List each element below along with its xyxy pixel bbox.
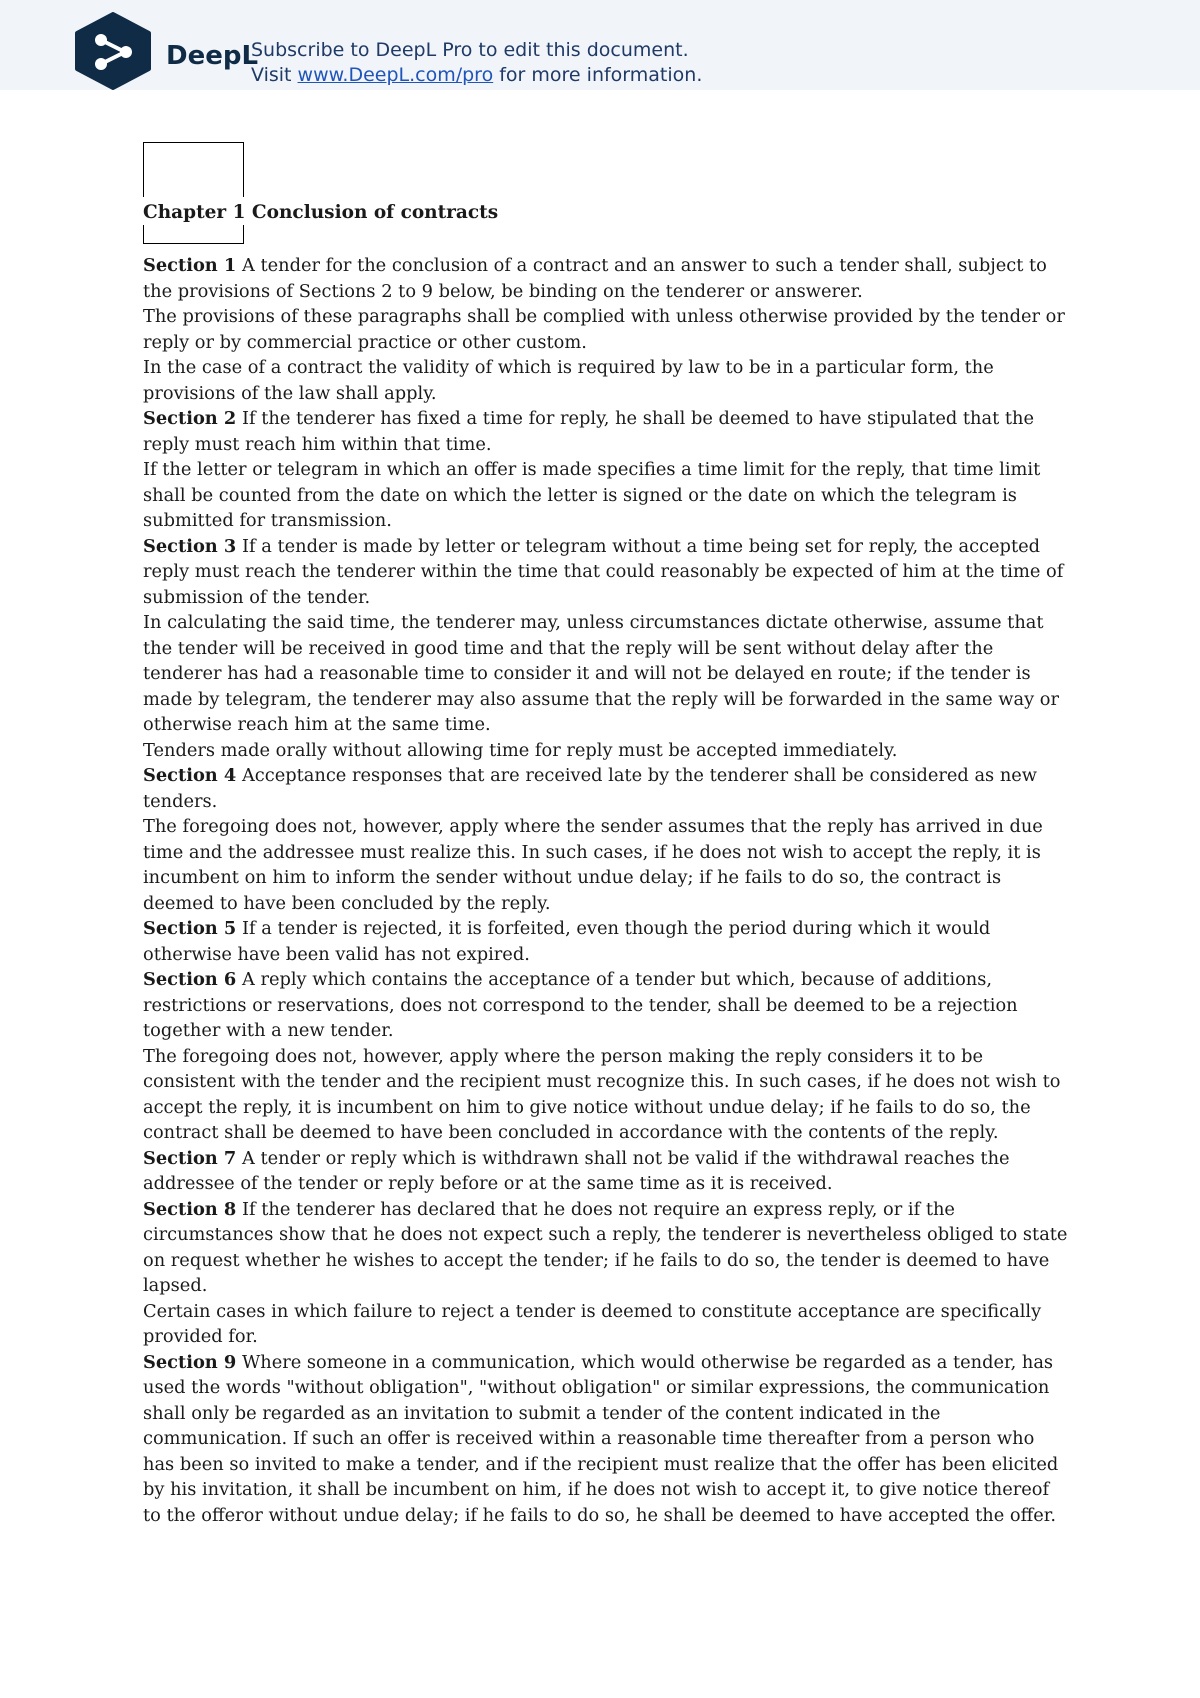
section-label: Section 4 — [143, 765, 237, 786]
paragraph-text: Acceptance responses that are received late by the tenderer shall be considered as new tenders. — [143, 765, 1038, 812]
section-label: Section 9 — [143, 1351, 237, 1373]
paragraph-text: If a tender is rejected, it is forfeited, even though the period during which it would otherwise have been valid has not expired. — [143, 918, 991, 965]
chapter-title: Chapter 1 Conclusion of contracts — [143, 202, 499, 223]
section-label: Section 8 — [143, 1198, 237, 1220]
paragraph — [143, 1146, 1068, 1197]
paragraph — [143, 814, 1068, 916]
paragraph-text: If the tenderer has fixed a time for reply, he shall be deemed to have stipulated that the reply must reach him within that time. — [143, 408, 1035, 455]
paragraph-text: The provisions of these paragraphs shall be complied with unless otherwise provided by the tender or reply or by commercial practice or other custom. — [143, 306, 1065, 353]
section-label: Section 2 — [143, 408, 237, 429]
paragraph — [143, 304, 1068, 355]
paragraph — [143, 1350, 1068, 1529]
paragraph — [143, 967, 1068, 1044]
paragraph-text: If the letter or telegram in which an offer is made specifies a time limit for the reply, that time limit shall be counted from the date on which the letter is signed or the date on which the telegram is submitted for transmission. — [143, 459, 1041, 531]
paragraph — [143, 457, 1068, 534]
paragraph-text: A reply which contains the acceptance of a tender but which, because of additions, restrictions or reservations, does not correspond to the tender, shall be deemed to be a rejection together with a new tender. — [143, 969, 1018, 1041]
paragraph-text: Where someone in a communication, which would otherwise be regarded as a tender, has used the words "without obligation", "without obligation" or similar expressions, the communication shall only be regarded as an invitation to submit a tender of the content indicated in the communication. If such an offer is received within a reasonable time thereafter from a person who has been so invited to make a tender, and if the recipient must realize that the offer has been elicited by his invitation, it shall be incumbent on him, if he does not wish to accept it, to give notice thereof to the offeror without undue delay; if he fails to do so, he shall be deemed to have accepted the offer. — [143, 1351, 1059, 1526]
paragraph-text: If a tender is made by letter or telegram without a time being set for reply, the accepted reply must reach the tenderer within the time that could reasonably be expected of him at the time of submission of the tender. — [143, 535, 1064, 608]
paragraph-text: Tenders made orally without allowing time for reply must be accepted immediately. — [143, 739, 898, 761]
paragraph-text: In the case of a contract the validity of which is required by law to be in a particular form, the provisions of the law shall apply. — [143, 357, 994, 404]
deepl-logo-icon — [73, 12, 153, 90]
section-label: Section 6 — [143, 969, 237, 990]
visit-prefix: Visit — [251, 64, 298, 86]
paragraph-text: Certain cases in which failure to reject a tender is deemed to constitute acceptance are specifically provided for. — [143, 1300, 1042, 1347]
paragraph-text: The foregoing does not, however, apply where the person making the reply considers it to be consistent with the tender and the recipient must recognize this. In such cases, if he does not wish to accept the reply, it is incumbent on him to give notice without undue delay; if he fails to do so, the contract shall be deemed to have been concluded in accordance with the contents of the reply. — [143, 1045, 1061, 1143]
visit-line — [251, 63, 702, 88]
section-label: Section 1 — [143, 255, 237, 276]
paragraph — [143, 1299, 1068, 1350]
paragraph — [143, 253, 1068, 304]
paragraph-text: A tender for the conclusion of a contract and an answer to such a tender shall, subject to the provisions of Sections 2 to 9 below, be binding on the tenderer or answerer. — [143, 255, 1047, 302]
deepl-banner — [0, 0, 1200, 90]
paragraph — [143, 1197, 1068, 1299]
paragraph — [143, 534, 1068, 611]
document-body — [143, 200, 1068, 1528]
paragraph — [143, 406, 1068, 457]
frame-box-top — [143, 142, 244, 197]
paragraph — [143, 738, 1068, 764]
paragraph — [143, 355, 1068, 406]
paragraph-text: If the tenderer has declared that he does not require an express reply, or if the circumstances show that he does not expect such a reply, the tenderer is nevertheless obliged to state on request whether he wishes to accept the tender; if he fails to do so, the tender is deemed to have lapsed. — [143, 1198, 1068, 1296]
paragraph-list — [143, 253, 1068, 1528]
deepl-pro-link[interactable]: www.DeepL.com/pro — [297, 64, 494, 86]
paragraph — [143, 1044, 1068, 1146]
subscribe-line: Subscribe to DeepL Pro to edit this document. — [251, 39, 689, 61]
paragraph-text: In calculating the said time, the tenderer may, unless circumstances dictate otherwise, assume that the tender will be received in good time and that the reply will be sent without delay after the tenderer has had a reasonable time to consider it and will not be delayed en route; if the tender is made by telegram, the tenderer may also assume that the reply will be forwarded in the same way or otherwise reach him at the same time. — [143, 612, 1060, 735]
section-label: Section 3 — [143, 535, 237, 557]
visit-suffix: for more information. — [493, 64, 703, 86]
section-label: Section 5 — [143, 918, 237, 939]
paragraph-text: A tender or reply which is withdrawn shall not be valid if the withdrawal reaches the addressee of the tender or reply before or at the same time as it is received. — [143, 1147, 1010, 1194]
deepl-wordmark: DeepL — [166, 41, 259, 71]
subscribe-notice — [251, 38, 702, 88]
section-label: Section 7 — [143, 1147, 237, 1169]
paragraph-text: The foregoing does not, however, apply where the sender assumes that the reply has arrived in due time and the addressee must realize this. In such cases, if he does not wish to accept the reply, it is incumbent on him to inform the sender without undue delay; if he fails to do so, the contract is deemed to have been concluded by the reply. — [143, 816, 1043, 914]
paragraph — [143, 763, 1068, 814]
paragraph — [143, 916, 1068, 967]
paragraph — [143, 610, 1068, 738]
